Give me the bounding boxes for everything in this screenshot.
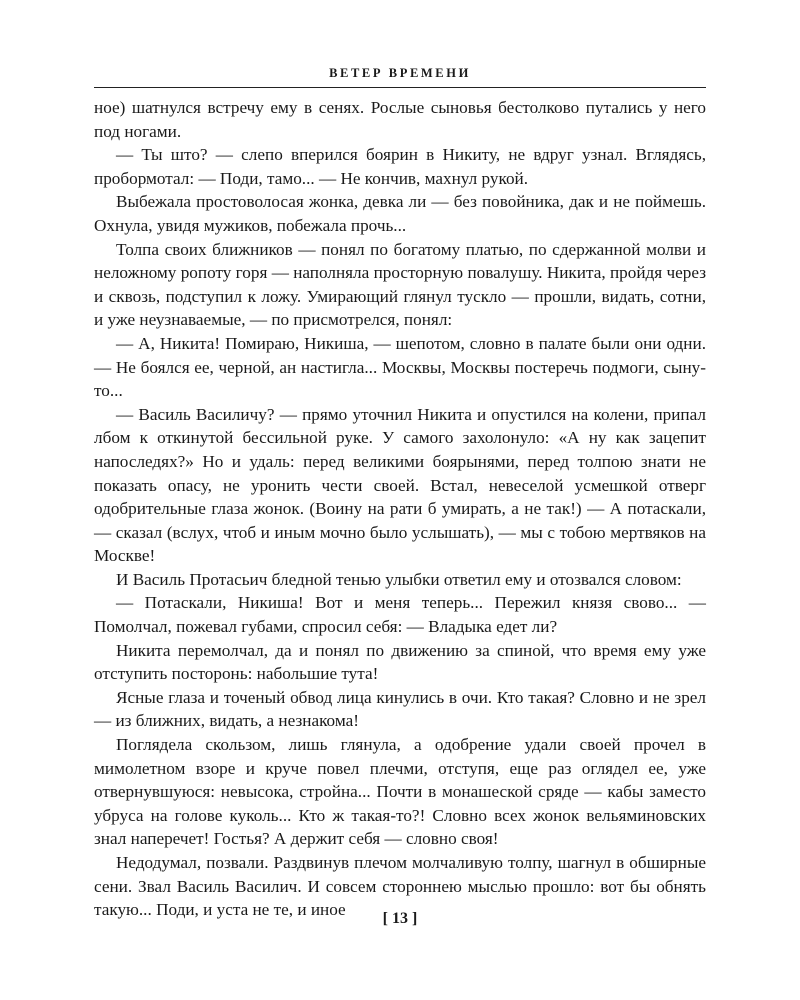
paragraph: Выбежала простоволосая жонка, девка ли — без повойника, дак и не поймешь. Охнула, увидя мужиков, побежала прочь... xyxy=(94,192,706,235)
running-head: ВЕТЕР ВРЕМЕНИ xyxy=(329,66,471,80)
paragraph: — Ты што? — слепо вперился боярин в Никиту, не вдруг узнал. Вглядясь, пробормотал: — Поди, тамо... — Не кончив, махнул рукой. xyxy=(94,145,706,188)
paragraph: И Василь Протасьич бледной тенью улыбки ответил ему и отозвался словом: xyxy=(116,569,682,589)
paragraph: Поглядела скользом, лишь глянула, а одобрение удали своей прочел в мимолетном взоре и круче повел плечми, отступя, еще раз оглядел ее, уже отвернувшуюся: невысока, стройна... Почти в монашеской сряде — кабы заместо убруса на голове куколь... Кто ж такая-то?! Словно всех жонок вельяминовских знал наперечет! Гостья? А держит себя — словно своя! xyxy=(94,735,706,849)
paragraph: Недодумал, позвали. Раздвинув плечом молчаливую толпу, шагнул в обширные сени. Звал Василь Василич. И совсем стороннею мыслью прошло: вот бы обнять такую... Поди, и уста не те, и иное xyxy=(94,853,706,920)
paragraph: — А, Никита! Помираю, Никиша, — шепотом, словно в палате были они одни. — Не боялся ее, черной, ан настигла... Москвы, Москвы постеречь подмоги, сыну-то... xyxy=(94,333,706,401)
page-number: [ 13 ] xyxy=(382,910,418,927)
paragraph: — Василь Василичу? — прямо уточнил Никита и опустился на колени, припал лбом к откинутой бессильной руке. У самого захолонуло: «А ну как зацепит напоследях?» Но и удаль: перед великими боярынями, перед толпою знати не показать опасу, не уронить чести своей. Встал, невеселой усмешкой отверг одобрительные глаза жонок. (Воину на рати б умирать, а не так!) — А потаскали, — сказал (вслух, чтоб и иным мочно было услышать), — мы с тобою мертвяков на Москве! xyxy=(94,404,706,566)
paragraph: Никита перемолчал, да и понял по движению за спиной, что время ему уже отступить посторонь: набольшие тута! xyxy=(94,640,706,684)
paragraph: — Потаскали, Никиша! Вот и меня теперь... Пережил князя свово... — Помолчал, пожевал губами, спросил себя: — Владыка едет ли? xyxy=(94,593,706,637)
paragraph: Толпа своих ближников — понял по богатому платью, по сдержанной молви и неложному ропоту горя — наполняла просторную повалушу. Никита, пройдя через и сквозь, подступил к ложу. Умирающий глянул тускло — прошли, видать, сотни, и уже неузнаваемые, — по присмотрелся, понял: xyxy=(94,239,706,330)
body-text xyxy=(94,96,706,922)
paragraph: Ясные глаза и точеный обвод лица кинулись в очи. Кто такая? Словно и не зрел — из ближних, видать, а незнакома! xyxy=(94,687,706,731)
paragraph: ное) шатнулся встречу ему в сенях. Рослые сыновья бестолково путались у него под ногами. xyxy=(94,98,706,141)
header-rule xyxy=(94,87,706,88)
